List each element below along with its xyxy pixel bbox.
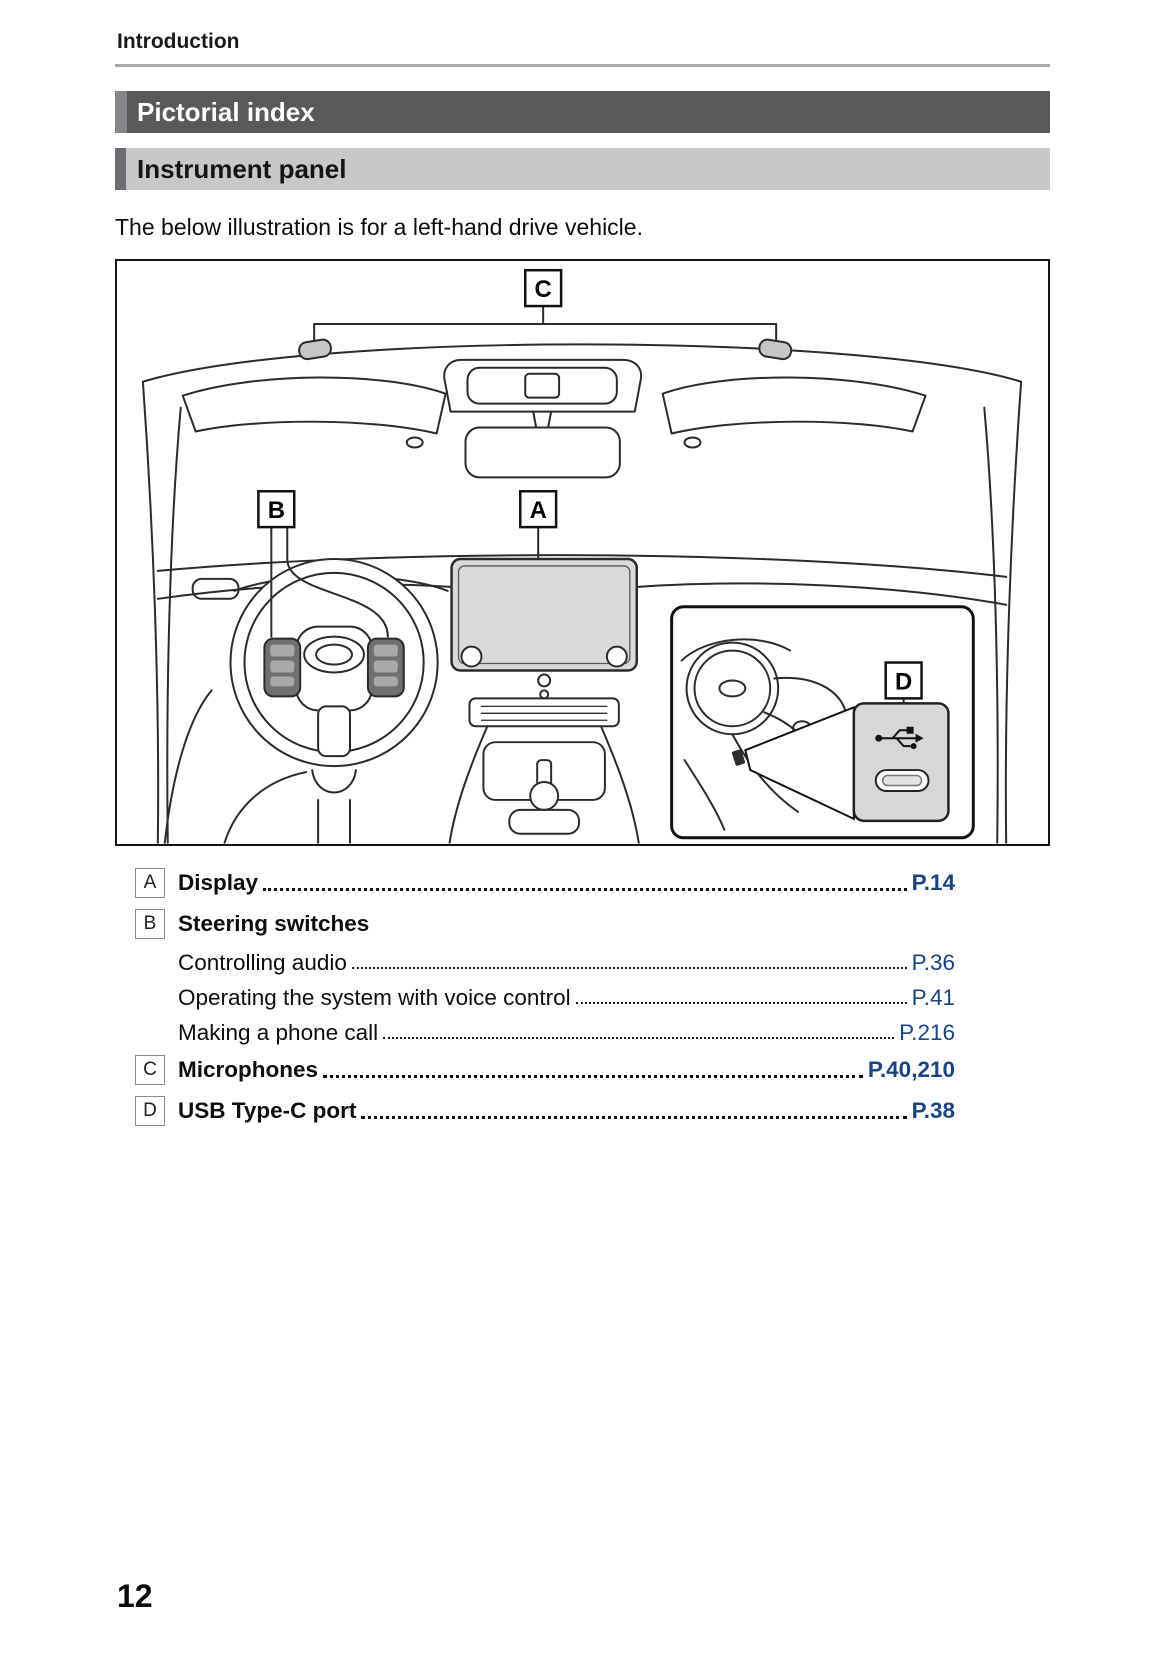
section-divider	[115, 64, 1050, 67]
callout-a-letter: A	[529, 497, 547, 525]
letterbox-d: D	[135, 1096, 165, 1126]
overhead-console	[444, 360, 641, 428]
topic-header-label: Instrument panel	[137, 153, 347, 184]
dot-leader	[352, 967, 907, 969]
callout-b-letter: B	[267, 497, 285, 525]
index-sublabel: Making a phone call	[178, 1020, 379, 1045]
callout-a	[520, 491, 556, 527]
page-link-usb-port[interactable]: P.38	[911, 1098, 955, 1123]
index-label: Display	[178, 870, 259, 895]
letterbox-a: A	[135, 868, 165, 898]
letterbox-c: C	[135, 1055, 165, 1085]
dot-leader	[383, 1037, 894, 1039]
microphone-right	[758, 339, 792, 361]
callout-c-letter: C	[534, 276, 552, 304]
page-link-microphones[interactable]: P.40,210	[867, 1057, 955, 1082]
intro-text: The below illustration is for a left-hand drive vehicle.	[115, 214, 643, 240]
dot-leader	[576, 1002, 907, 1004]
usb-inset	[672, 607, 974, 838]
index-subrow-controlling-audio	[178, 950, 955, 976]
index-label: Microphones	[178, 1057, 319, 1082]
page-number: 12	[117, 1578, 153, 1614]
callout-d	[886, 663, 922, 699]
index-sublabel: Operating the system with voice control	[178, 985, 571, 1010]
usb-panel	[854, 703, 949, 820]
center-console	[450, 698, 639, 842]
letterbox-b: B	[135, 909, 165, 939]
rearview-mirror	[466, 428, 620, 478]
callout-d-letter: D	[894, 668, 913, 696]
usb-port	[876, 770, 929, 791]
pictorial-index-list	[115, 868, 1050, 1137]
instrument-panel-illustration	[115, 259, 1050, 846]
page-link-display[interactable]: P.14	[911, 870, 955, 895]
page-link-controlling-audio[interactable]: P.36	[911, 950, 955, 975]
callout-c	[525, 270, 561, 306]
dot-leader	[323, 1075, 863, 1078]
index-subrow-voice-control	[178, 985, 955, 1011]
section-title: Introduction	[117, 30, 240, 53]
index-row-microphones	[135, 1055, 955, 1085]
callout-b	[258, 491, 294, 527]
index-row-usb-port	[135, 1096, 955, 1126]
microphone-left	[298, 339, 332, 361]
steering-wheel	[231, 559, 438, 843]
topic-header-bar	[115, 148, 1050, 190]
page-link-phone-call[interactable]: P.216	[899, 1020, 955, 1045]
index-label: USB Type-C port	[178, 1098, 357, 1123]
index-row-display	[135, 868, 955, 898]
dashboard-line-art	[117, 261, 1048, 844]
index-subrow-phone-call	[178, 1020, 955, 1046]
chapter-header-label: Pictorial index	[137, 96, 315, 127]
display-screen	[452, 559, 637, 698]
page-footer	[115, 1578, 1050, 1653]
index-label: Steering switches	[178, 911, 370, 936]
dot-leader	[361, 1116, 906, 1119]
page-link-voice-control[interactable]: P.41	[911, 985, 955, 1010]
index-row-steering-switches	[135, 909, 955, 939]
dot-leader	[263, 888, 907, 891]
index-sublabel: Controlling audio	[178, 950, 347, 975]
chapter-header-bar	[115, 91, 1050, 133]
